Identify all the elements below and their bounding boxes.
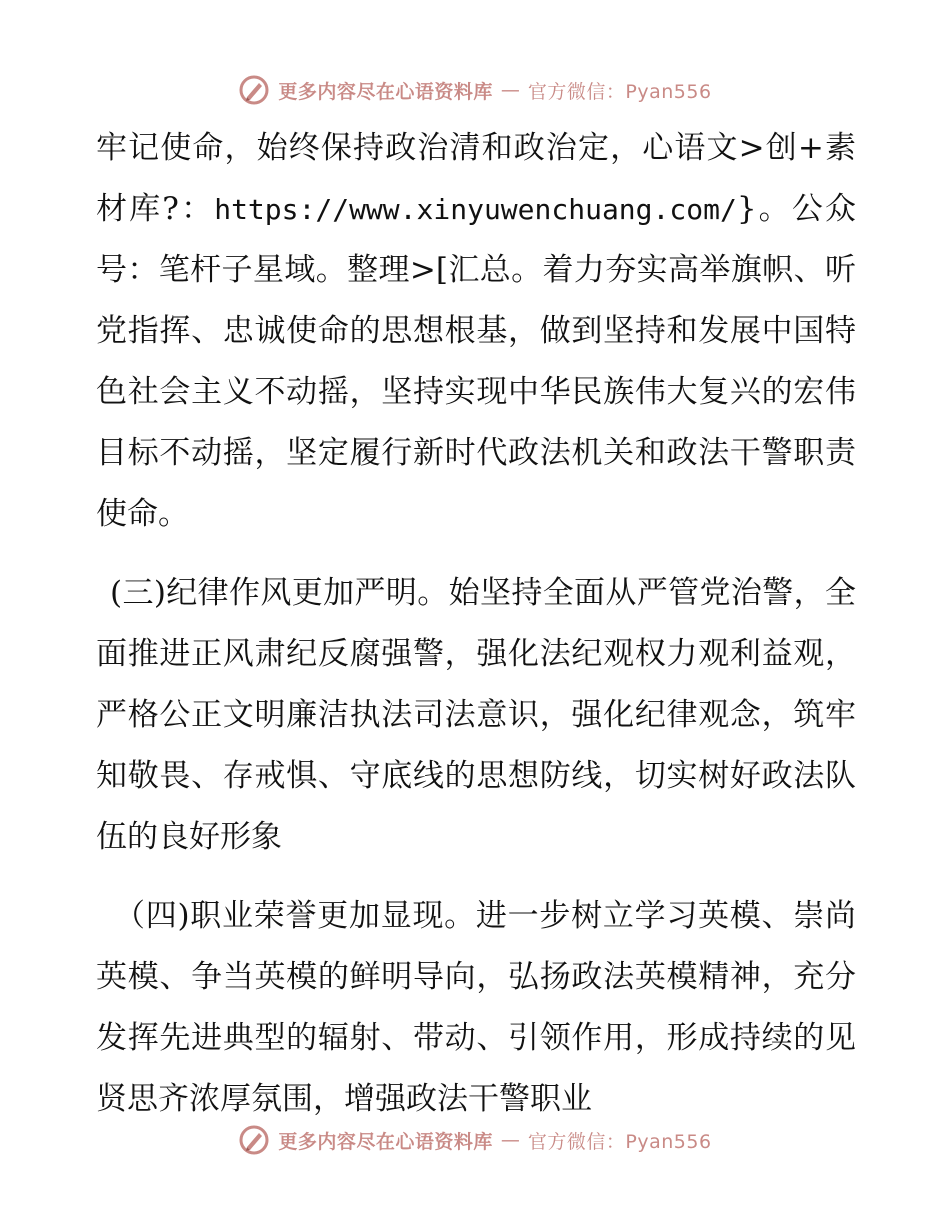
watermark-contact: 官方微信：Pyan556 xyxy=(527,80,712,103)
header-watermark xyxy=(0,70,950,110)
pen-circle-logo-icon xyxy=(238,1124,270,1156)
paragraph-1-tail: }。公众号：笔杆子星域。整理>[汇总。着力夯实高举旗帜、听党指挥、忠诚使命的思想根基，做到坚持和发展中国特色社会主义不动摇，坚持实现中华民族伟大复兴的宏伟目标不动摇，坚定履行新时代政法机关和政法干警职责使命。 xyxy=(96,191,856,532)
watermark-dash: — xyxy=(500,1129,520,1151)
paragraph-3: （四)职业荣誉更加显现。进一步树立学习英模、崇尚英模、争当英模的鲜明导向，弘扬政法英模精神，充分发挥先进典型的辐射、带动、引领作用，形成持续的见贤思齐浓厚氛围，增强政法干警职业 xyxy=(96,898,856,1117)
watermark-brand: 更多内容尽在心语资料库 xyxy=(278,80,493,103)
watermark-dash: — xyxy=(500,79,520,101)
footer-watermark xyxy=(0,1120,950,1160)
document-body xyxy=(96,118,856,1130)
paragraph-1-lead: 牢记使命，始终保持政治清和政治定，心语文>创+素材库?： xyxy=(96,130,856,227)
paragraph-1-url: https://www.xinyuwenchuang.com/ xyxy=(214,193,737,226)
paragraph-2: (三)纪律作风更加严明。始坚持全面从严管党治警，全面推进正风肃纪反腐强警，强化法纪观权力观利益观，严格公正文明廉洁执法司法意识，强化纪律观念，筑牢知敬畏、存戒惧、守底线的思想防线，切实树好政法队伍的良好形象 xyxy=(96,575,856,855)
paragraph-1 xyxy=(96,118,856,545)
watermark-brand: 更多内容尽在心语资料库 xyxy=(278,1130,493,1153)
pen-circle-logo-icon xyxy=(238,74,270,106)
watermark-contact: 官方微信：Pyan556 xyxy=(527,1130,712,1153)
